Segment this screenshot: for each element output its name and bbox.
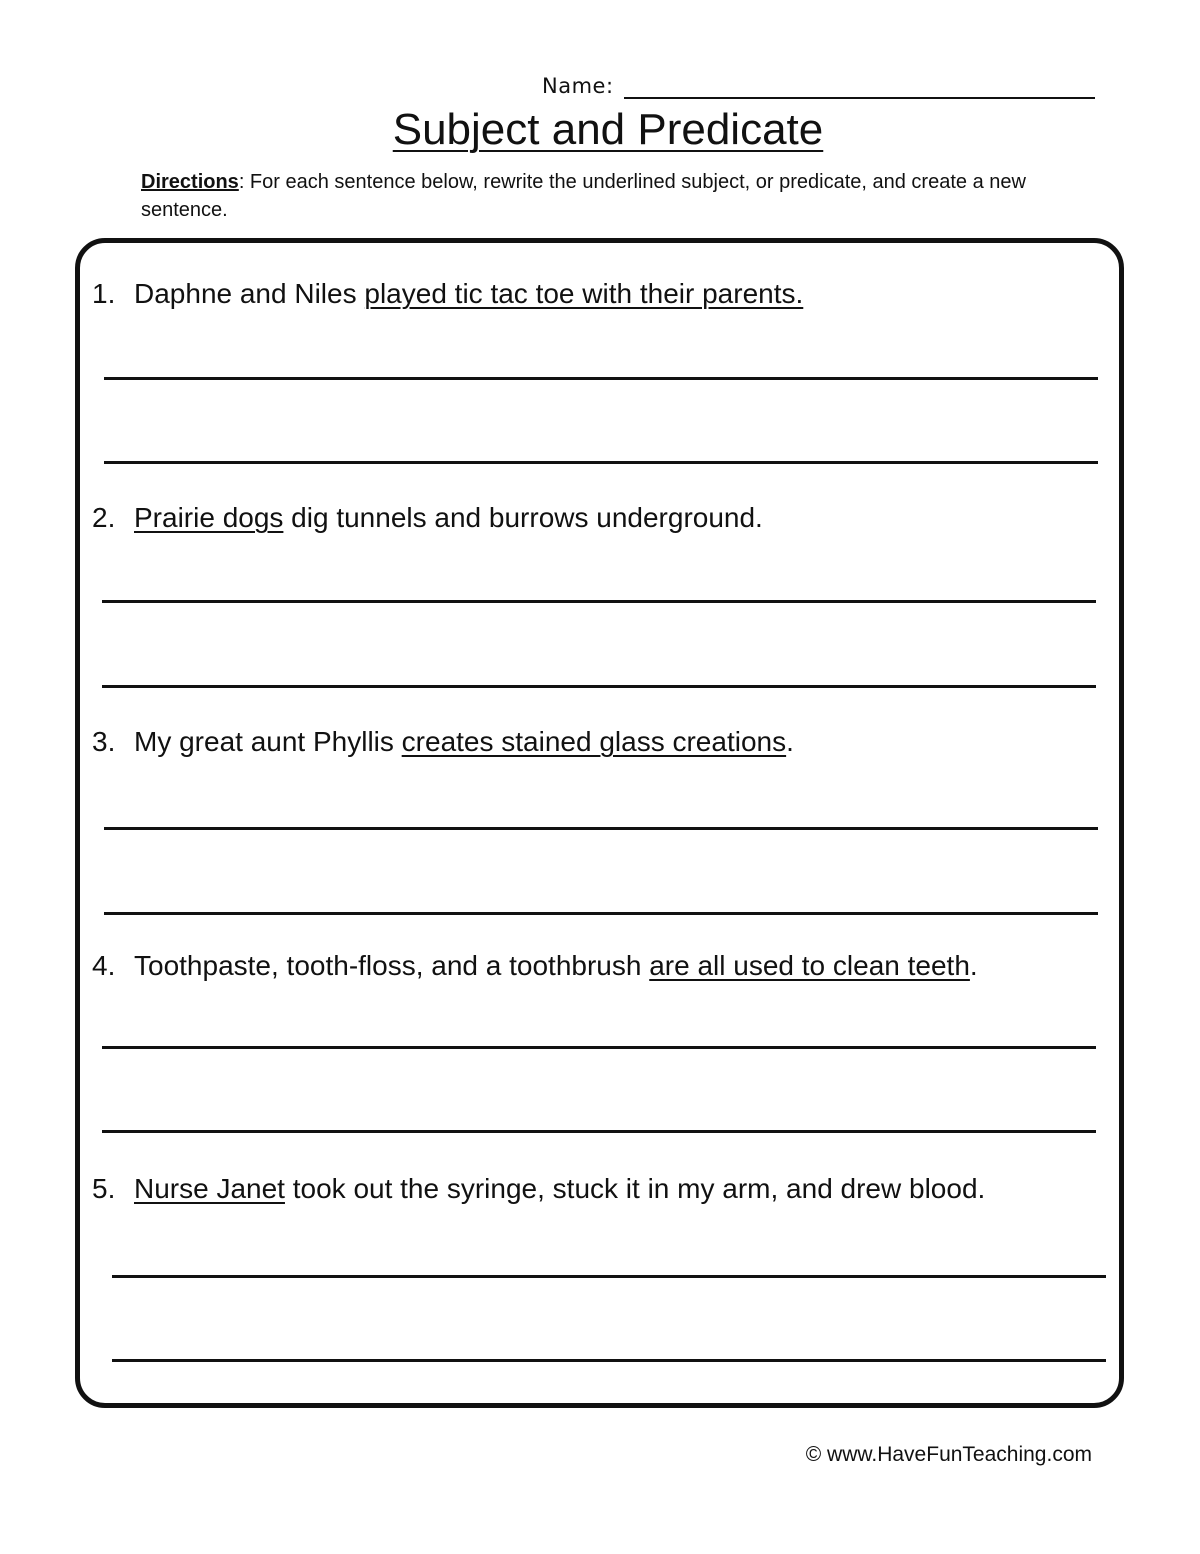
answer-line[interactable] <box>104 461 1098 464</box>
question-1 <box>92 276 803 312</box>
name-label: Name: <box>542 74 614 98</box>
question-text-after: . <box>969 950 978 981</box>
answer-line[interactable] <box>104 912 1098 915</box>
directions-label: Directions <box>141 171 239 193</box>
question-text-after: took out the syringe, stuck it in my arm, and drew blood. <box>284 1173 986 1204</box>
question-text-before: My great aunt Phyllis <box>134 726 402 757</box>
question-underlined-part: played tic tac toe with their parents. <box>364 278 804 309</box>
answer-line[interactable] <box>104 377 1098 380</box>
answer-line[interactable] <box>102 1130 1096 1133</box>
question-underlined-part: Nurse Janet <box>134 1173 285 1204</box>
question-3 <box>92 724 794 760</box>
question-underlined-part: are all used to clean teeth <box>649 950 970 981</box>
worksheet-box <box>75 238 1124 1408</box>
question-5 <box>92 1171 985 1207</box>
answer-line[interactable] <box>112 1359 1106 1362</box>
name-row <box>542 72 1102 102</box>
directions-text: : For each sentence below, rewrite the underlined subject, or predicate, and create a new sentence. <box>141 171 1026 221</box>
answer-line[interactable] <box>102 1046 1096 1049</box>
question-underlined-part: creates stained glass creations <box>401 726 787 757</box>
question-number: 2. <box>92 502 116 533</box>
question-number: 1. <box>92 278 116 309</box>
question-text-after: dig tunnels and burrows underground. <box>283 502 763 533</box>
answer-line[interactable] <box>104 827 1098 830</box>
question-number: 5. <box>92 1173 116 1204</box>
question-text-after: . <box>786 726 794 757</box>
question-2 <box>92 500 763 536</box>
question-underlined-part: Prairie dogs <box>134 502 284 533</box>
question-4 <box>92 948 978 984</box>
question-number: 3. <box>92 726 116 757</box>
answer-line[interactable] <box>112 1275 1106 1278</box>
footer-copyright: © www.HaveFunTeaching.com <box>805 1443 1092 1466</box>
page-title-text: Subject and Predicate <box>392 105 824 154</box>
page-title <box>0 102 1200 158</box>
directions <box>141 168 1081 224</box>
answer-line[interactable] <box>102 685 1096 688</box>
question-text-before: Daphne and Niles <box>134 278 365 309</box>
question-number: 4. <box>92 950 116 981</box>
answer-line[interactable] <box>102 600 1096 603</box>
name-field-line[interactable] <box>624 97 1095 99</box>
question-text-before: Toothpaste, tooth-floss, and a toothbrush <box>134 950 650 981</box>
